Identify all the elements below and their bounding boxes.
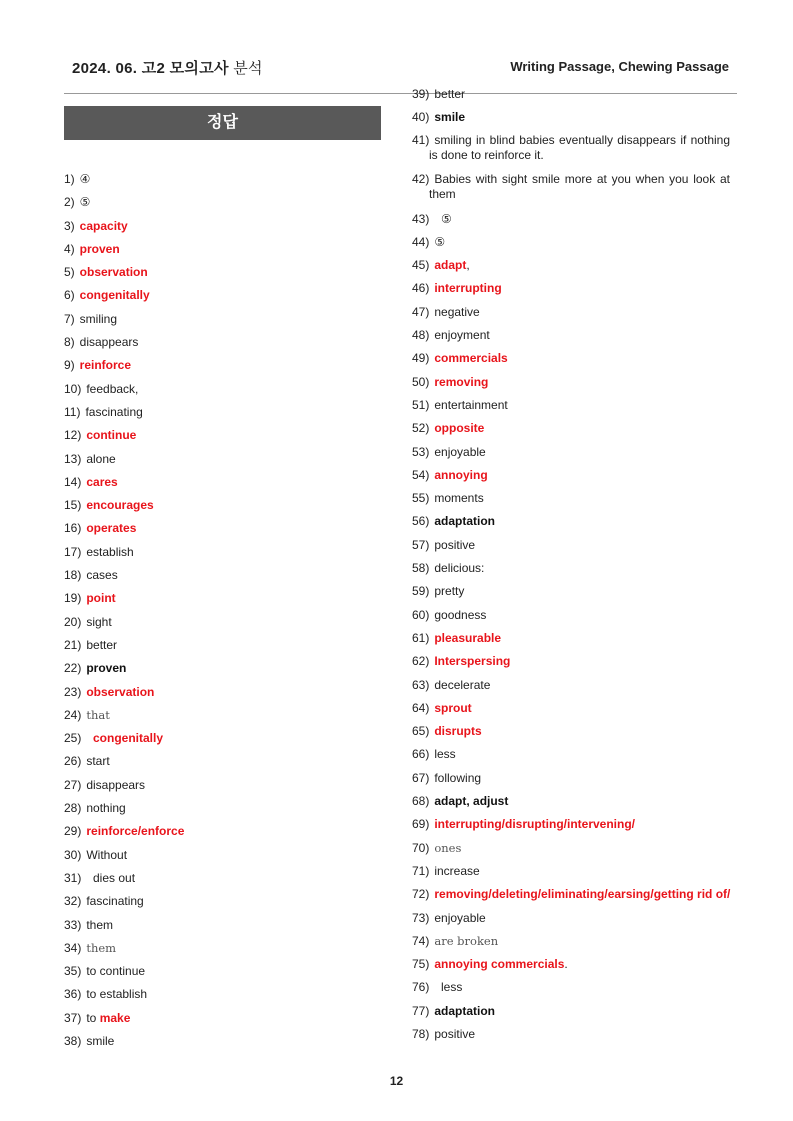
answer-text: adapt, adjust xyxy=(434,794,509,809)
answer-number: 61) xyxy=(412,630,430,645)
answer-prefix: to xyxy=(86,1010,100,1025)
answer-number: 73) xyxy=(412,910,430,925)
answer-text: to establish xyxy=(86,987,148,1002)
answer-item xyxy=(412,304,730,327)
answer-number: 51) xyxy=(412,397,430,412)
answer-text: following xyxy=(434,770,482,785)
answer-item xyxy=(64,381,384,404)
answer-text: capacity xyxy=(79,218,128,233)
answer-text: establish xyxy=(86,544,134,559)
answer-number: 12) xyxy=(64,428,82,443)
answer-item xyxy=(64,334,384,357)
answer-number: 2) xyxy=(64,195,75,210)
answer-number: 64) xyxy=(412,700,430,715)
answer-text: removing xyxy=(434,374,489,389)
answer-number: 6) xyxy=(64,288,75,303)
answer-text: decelerate xyxy=(434,677,491,692)
answer-text: observation xyxy=(86,684,155,699)
answer-number: 48) xyxy=(412,328,430,343)
answer-item xyxy=(412,886,730,909)
answer-item xyxy=(64,870,384,893)
answer-text: congenitally xyxy=(86,731,164,746)
answer-number: 18) xyxy=(64,568,82,583)
answer-text: Without xyxy=(86,847,128,862)
answer-item xyxy=(64,544,384,567)
answer-text: adapt xyxy=(434,258,467,273)
answer-number: 45) xyxy=(412,258,430,273)
answer-number: 3) xyxy=(64,218,75,233)
answer-text: fascinating xyxy=(86,894,144,909)
answer-text: reinforce xyxy=(79,358,132,373)
answer-text: interrupting xyxy=(434,281,502,296)
answer-item xyxy=(412,723,730,746)
answer-number: 63) xyxy=(412,677,430,692)
answer-number: 16) xyxy=(64,521,82,536)
answer-text: ones xyxy=(434,840,462,855)
answer-text: commercials xyxy=(434,351,508,366)
answer-item xyxy=(64,823,384,846)
answer-number: 38) xyxy=(64,1033,82,1048)
answer-item xyxy=(64,194,384,217)
answer-number: 32) xyxy=(64,894,82,909)
answer-text: opposite xyxy=(434,421,485,436)
answer-number: 58) xyxy=(412,561,430,576)
answer-text: ⑤ xyxy=(434,211,452,226)
answer-item xyxy=(412,350,730,373)
answer-number: 36) xyxy=(64,987,82,1002)
answer-item xyxy=(64,520,384,543)
answer-item xyxy=(64,637,384,660)
answer-item xyxy=(412,653,730,676)
answer-text: smile xyxy=(86,1033,115,1048)
answer-column-right xyxy=(412,86,730,1049)
answer-number: 62) xyxy=(412,654,430,669)
answer-item xyxy=(412,490,730,513)
answer-item xyxy=(412,583,730,606)
answer-number: 28) xyxy=(64,801,82,816)
answer-text: fascinating xyxy=(85,404,143,419)
answer-number: 76) xyxy=(412,980,430,995)
answer-text: enjoyment xyxy=(434,328,490,343)
answer-item xyxy=(412,1003,730,1026)
answer-number: 70) xyxy=(412,840,430,855)
answer-number: 71) xyxy=(412,863,430,878)
answer-item xyxy=(64,451,384,474)
answer-number: 17) xyxy=(64,544,82,559)
answer-item xyxy=(412,444,730,467)
answer-suffix: , xyxy=(466,258,470,273)
answer-item xyxy=(412,910,730,933)
answer-item xyxy=(64,474,384,497)
answer-item xyxy=(412,397,730,420)
answer-number: 8) xyxy=(64,335,75,350)
answer-text: them xyxy=(86,917,114,932)
answer-item xyxy=(64,404,384,427)
answer-text: interrupting/disrupting/intervening/ xyxy=(434,817,636,832)
page-number: 12 xyxy=(389,1074,404,1088)
answer-item xyxy=(412,211,730,234)
answer-number: 19) xyxy=(64,591,82,606)
answer-number: 30) xyxy=(64,847,82,862)
answer-text: dies out xyxy=(86,870,136,885)
answer-text: feedback, xyxy=(86,381,139,396)
answer-number: 69) xyxy=(412,817,430,832)
answer-text: disappears xyxy=(86,777,146,792)
answer-text: observation xyxy=(79,265,148,280)
answer-item xyxy=(64,1010,384,1033)
answer-item xyxy=(64,684,384,707)
page-header xyxy=(72,57,729,79)
answer-item xyxy=(64,660,384,683)
answer-number: 49) xyxy=(412,351,430,366)
answer-number: 41) xyxy=(412,132,430,147)
answer-item xyxy=(64,707,384,730)
answer-number: 5) xyxy=(64,265,75,280)
answer-item xyxy=(64,777,384,800)
answer-text: removing/deleting/eliminating/earsing/getting rid of/ xyxy=(434,887,731,902)
answer-number: 10) xyxy=(64,381,82,396)
answer-text: cases xyxy=(86,568,118,583)
answer-item xyxy=(412,1026,730,1049)
answer-text: entertainment xyxy=(434,397,508,412)
answer-number: 54) xyxy=(412,467,430,482)
answer-item xyxy=(64,753,384,776)
answer-number: 9) xyxy=(64,358,75,373)
answer-number: 55) xyxy=(412,491,430,506)
answer-text: less xyxy=(434,747,456,762)
answer-item xyxy=(64,917,384,940)
answer-item xyxy=(412,234,730,257)
exam-title xyxy=(72,57,263,78)
answer-item xyxy=(64,590,384,613)
answer-number: 11) xyxy=(64,404,81,419)
answer-item xyxy=(64,311,384,334)
answer-item xyxy=(412,257,730,280)
answer-number: 53) xyxy=(412,444,430,459)
answer-text: adaptation xyxy=(434,1003,496,1018)
answer-number: 29) xyxy=(64,824,82,839)
answer-number: 34) xyxy=(64,940,82,955)
answer-number: 50) xyxy=(412,374,430,389)
answer-number: 59) xyxy=(412,584,430,599)
answer-text: enjoyable xyxy=(434,444,486,459)
answer-number: 25) xyxy=(64,731,82,746)
answer-item xyxy=(412,86,730,109)
answer-number: 39) xyxy=(412,87,430,101)
answer-number: 47) xyxy=(412,304,430,319)
answer-item xyxy=(412,840,730,863)
answer-text: ⑤ xyxy=(79,195,91,210)
answer-item xyxy=(412,816,730,839)
answer-text: delicious: xyxy=(434,561,485,576)
answer-text: them xyxy=(86,940,117,955)
answer-text: smile xyxy=(434,110,466,125)
answer-number: 40) xyxy=(412,110,430,125)
answer-text: disrupts xyxy=(434,724,482,739)
answer-text: less xyxy=(434,980,463,995)
answer-item xyxy=(412,700,730,723)
answer-item xyxy=(64,241,384,264)
answer-item xyxy=(64,171,384,194)
answer-text: better xyxy=(434,87,466,101)
answer-text: congenitally xyxy=(79,288,150,303)
answer-number: 33) xyxy=(64,917,82,932)
answer-text: make xyxy=(99,1010,131,1025)
answer-number: 72) xyxy=(412,887,430,902)
answer-item xyxy=(64,264,384,287)
answer-item xyxy=(412,420,730,443)
answer-item xyxy=(64,427,384,450)
answer-number: 57) xyxy=(412,537,430,552)
answer-item xyxy=(412,607,730,630)
answer-number: 4) xyxy=(64,241,75,256)
answer-number: 44) xyxy=(412,234,430,249)
answer-number: 78) xyxy=(412,1026,430,1041)
answer-text: pleasurable xyxy=(434,630,502,645)
answer-number: 75) xyxy=(412,957,430,972)
answer-item xyxy=(64,357,384,380)
answer-item xyxy=(412,746,730,769)
answer-item xyxy=(412,467,730,490)
answer-text: sprout xyxy=(434,700,472,715)
answer-text: negative xyxy=(434,304,480,319)
answer-text: disappears xyxy=(79,335,139,350)
answer-number: 77) xyxy=(412,1003,430,1018)
answer-text: Interspersing xyxy=(434,654,511,669)
exam-title-main: 2024. 06. 고2 모의고사 xyxy=(72,60,229,77)
answer-text: pretty xyxy=(434,584,465,599)
answer-number: 52) xyxy=(412,421,430,436)
answer-number: 13) xyxy=(64,451,82,466)
answer-text: smiling in blind babies eventually disappears if nothing is done to reinforce it. xyxy=(429,132,730,163)
answer-text: ⑤ xyxy=(434,234,446,249)
answer-text: moments xyxy=(434,491,484,506)
answer-text: annoying commercials xyxy=(434,957,565,972)
answer-number: 67) xyxy=(412,770,430,785)
answer-text: ④ xyxy=(79,172,91,186)
answer-item xyxy=(412,677,730,700)
answer-item xyxy=(64,614,384,637)
answer-item xyxy=(64,218,384,241)
passage-title: Writing Passage, Chewing Passage xyxy=(510,59,729,74)
answer-text: that xyxy=(86,707,110,722)
answer-item xyxy=(412,956,730,979)
answer-text: nothing xyxy=(86,801,126,816)
answer-item xyxy=(64,497,384,520)
answer-number: 21) xyxy=(64,637,82,652)
answer-text: goodness xyxy=(434,607,487,622)
answer-number: 7) xyxy=(64,311,75,326)
answer-text: cares xyxy=(86,474,118,489)
answer-text: start xyxy=(86,754,110,769)
answer-number: 15) xyxy=(64,498,82,513)
answer-number: 37) xyxy=(64,1010,82,1025)
answer-text: encourages xyxy=(86,498,154,513)
answer-item xyxy=(64,730,384,753)
answer-number: 65) xyxy=(412,724,430,739)
answer-item xyxy=(64,893,384,916)
answer-text: enjoyable xyxy=(434,910,486,925)
answer-number: 20) xyxy=(64,614,82,629)
answer-item xyxy=(412,560,730,583)
answer-number: 46) xyxy=(412,281,430,296)
answer-item xyxy=(412,979,730,1002)
answer-column-left xyxy=(64,171,384,1056)
answer-number: 42) xyxy=(412,171,430,186)
answer-text: annoying xyxy=(434,467,488,482)
answer-item xyxy=(64,963,384,986)
answer-item xyxy=(412,133,730,164)
answer-text: are broken xyxy=(434,933,499,948)
answer-item xyxy=(412,280,730,303)
answer-number: 24) xyxy=(64,707,82,722)
answer-item xyxy=(64,800,384,823)
answer-text: to continue xyxy=(86,964,146,979)
answer-number: 56) xyxy=(412,514,430,529)
answer-text: Babies with sight smile more at you when you look at them xyxy=(429,171,730,202)
answer-text: adaptation xyxy=(434,514,496,529)
answer-text: proven xyxy=(86,661,127,676)
answer-number: 22) xyxy=(64,661,82,676)
answer-number: 14) xyxy=(64,474,82,489)
answer-suffix: . xyxy=(564,957,568,972)
answer-text: point xyxy=(86,591,116,606)
answer-number: 66) xyxy=(412,747,430,762)
answer-number: 23) xyxy=(64,684,82,699)
answer-item xyxy=(412,793,730,816)
answer-text: increase xyxy=(434,863,480,878)
answer-item xyxy=(412,374,730,397)
answer-text: alone xyxy=(86,451,116,466)
answer-item xyxy=(64,847,384,870)
answer-item xyxy=(412,933,730,956)
answer-text: operates xyxy=(86,521,137,536)
answer-item xyxy=(412,537,730,560)
answer-number: 1) xyxy=(64,172,75,186)
answer-number: 60) xyxy=(412,607,430,622)
answer-item xyxy=(412,172,730,203)
answer-text: smiling xyxy=(79,311,118,326)
answer-item xyxy=(412,109,730,132)
answer-text: proven xyxy=(79,241,120,256)
answer-number: 35) xyxy=(64,964,82,979)
answer-number: 43) xyxy=(412,211,430,226)
answer-number: 74) xyxy=(412,933,430,948)
answer-text: positive xyxy=(434,1026,476,1041)
answer-item xyxy=(412,513,730,536)
answer-text: better xyxy=(86,637,118,652)
answer-number: 27) xyxy=(64,777,82,792)
answer-text: reinforce/enforce xyxy=(86,824,185,839)
answer-item xyxy=(64,986,384,1009)
answer-text: sight xyxy=(86,614,112,629)
answer-number: 26) xyxy=(64,754,82,769)
answer-item xyxy=(64,940,384,963)
answer-text: continue xyxy=(86,428,137,443)
answer-item xyxy=(412,630,730,653)
answer-item xyxy=(412,327,730,350)
answers-banner: 정답 xyxy=(64,106,381,140)
answer-number: 68) xyxy=(412,794,430,809)
answer-number: 31) xyxy=(64,870,82,885)
answer-item xyxy=(64,1033,384,1056)
answer-item xyxy=(412,770,730,793)
answer-item xyxy=(64,287,384,310)
answer-item xyxy=(64,567,384,590)
answer-text: positive xyxy=(434,537,476,552)
exam-title-sub: 분석 xyxy=(233,60,263,77)
answer-item xyxy=(412,863,730,886)
